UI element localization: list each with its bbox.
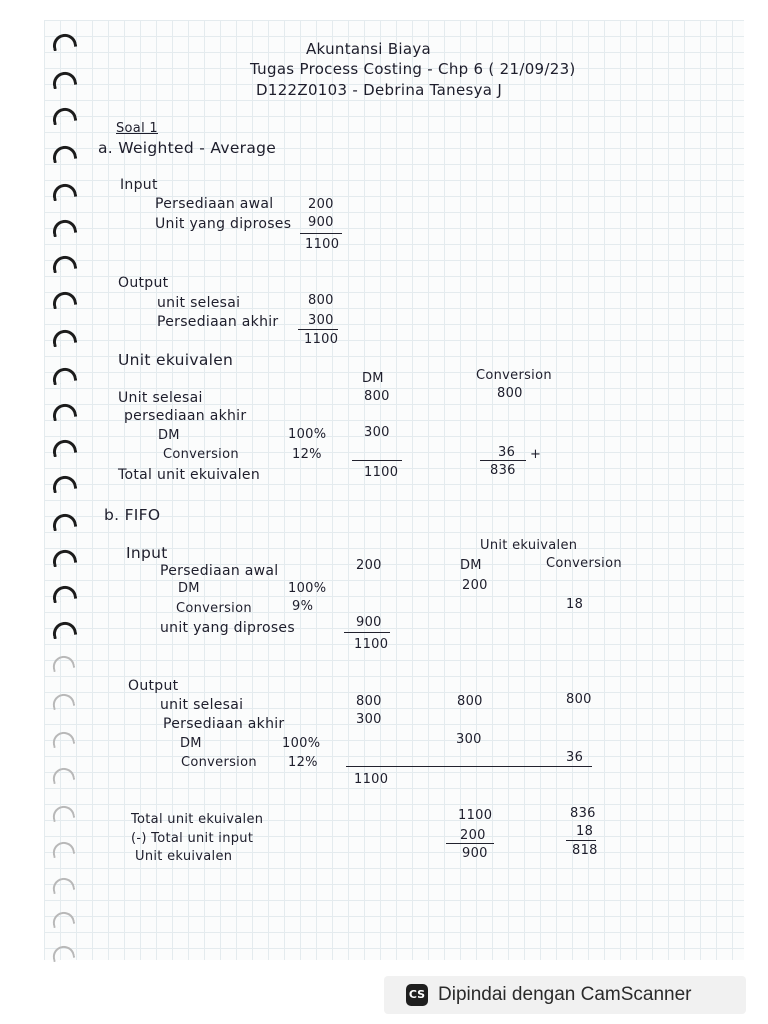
a-ending-conv-pct: 12% — [292, 447, 322, 462]
a-completed-conv: 800 — [497, 386, 523, 401]
a-total-conv: 836 — [490, 463, 516, 478]
b-input-conv-pct: 9% — [292, 599, 314, 614]
b-input-conv-label: Conversion — [176, 601, 252, 616]
b-ending-label: Persediaan akhir — [163, 716, 285, 732]
b-processed-label: unit yang diproses — [160, 620, 295, 636]
a-input-beginning-value: 200 — [308, 197, 334, 212]
a-input-beginning-label: Persediaan awal — [155, 196, 274, 212]
camscanner-logo-icon: CS — [406, 984, 428, 1006]
a-completed-dm: 800 — [364, 389, 390, 404]
b-completed-conv: 800 — [566, 692, 592, 707]
b-output-conv-label: Conversion — [181, 755, 257, 770]
a-input-processed-value: 900 — [308, 215, 334, 230]
a-output-label: Output — [118, 275, 169, 291]
a-conv-total-line — [480, 460, 526, 461]
b-output-dm-value: 300 — [456, 732, 482, 747]
b-output-dm-label: DM — [180, 736, 202, 751]
a-output-total: 1100 — [304, 332, 339, 347]
b-unit-ekuivalen-label: Unit ekuivalen — [480, 538, 578, 553]
b-output-label: Output — [128, 678, 179, 694]
a-dm-total-line — [352, 460, 402, 461]
b-output-total: 1100 — [354, 772, 389, 787]
student-name: D122Z0103 - Debrina Tanesya J — [256, 81, 503, 99]
a-output-total-line — [298, 329, 338, 330]
a-input-label: Input — [120, 177, 158, 193]
a-total-dm: 1100 — [364, 465, 399, 480]
course-title: Akuntansi Biaya — [306, 40, 432, 58]
assignment-title: Tugas Process Costing - Chp 6 ( 21/09/23) — [250, 60, 576, 78]
a-ending-dm-value: 300 — [364, 425, 390, 440]
a-total-label: Total unit ekuivalen — [118, 467, 261, 483]
b-col-dm: DM — [460, 558, 482, 573]
b-less-conv: 18 — [576, 824, 594, 839]
a-col-dm: DM — [362, 371, 384, 386]
a-input-total-line — [300, 233, 342, 234]
a-output-completed-value: 800 — [308, 293, 334, 308]
b-output-dm-pct: 100% — [282, 736, 321, 751]
b-beginning-value: 200 — [356, 558, 382, 573]
a-input-processed-label: Unit yang diproses — [155, 216, 292, 232]
b-output-total-line — [346, 766, 592, 767]
soal-heading: Soal 1 — [116, 121, 158, 136]
a-plus-mark: + — [530, 447, 542, 462]
b-less-dm: 200 — [460, 828, 486, 843]
b-input-conv-value: 18 — [566, 597, 584, 612]
a-output-ending-value: 300 — [308, 313, 334, 328]
b-input-label: Input — [126, 544, 168, 562]
a-output-ending-label: Persediaan akhir — [157, 314, 279, 330]
b-processed-value: 900 — [356, 615, 382, 630]
part-b-title: b. FIFO — [104, 506, 161, 524]
b-input-total: 1100 — [354, 637, 389, 652]
b-output-conv-value: 36 — [566, 750, 584, 765]
b-result-label: Unit ekuivalen — [135, 849, 233, 864]
b-completed-value: 800 — [356, 694, 382, 709]
part-a-title: a. Weighted - Average — [98, 139, 277, 157]
b-beginning-label: Persediaan awal — [160, 563, 279, 579]
a-ending-conv-value: 36 — [498, 445, 516, 460]
b-beginning-dm: 200 — [462, 578, 488, 593]
a-input-total: 1100 — [305, 237, 340, 252]
b-total-dm: 1100 — [458, 808, 493, 823]
a-ending-conv-label: Conversion — [163, 447, 239, 462]
a-completed-label: Unit selesai — [118, 390, 203, 406]
b-input-total-line — [344, 632, 390, 633]
b-less-label: (-) Total unit input — [131, 831, 254, 846]
b-total-label: Total unit ekuivalen — [131, 812, 264, 827]
b-dm-summary-line — [446, 843, 494, 844]
b-ending-value: 300 — [356, 712, 382, 727]
b-conv-summary-line — [566, 840, 596, 841]
camscanner-text: Dipindai dengan CamScanner — [438, 984, 692, 1005]
b-input-dm-label: DM — [178, 581, 200, 596]
b-result-dm: 900 — [462, 846, 488, 861]
a-ending-label: persediaan akhir — [124, 408, 247, 424]
b-result-conv: 818 — [572, 843, 598, 858]
a-output-completed-label: unit selesai — [157, 295, 241, 311]
b-output-conv-pct: 12% — [288, 755, 318, 770]
b-input-dm-pct: 100% — [288, 581, 327, 596]
b-col-conversion: Conversion — [546, 556, 622, 571]
a-ending-dm-label: DM — [158, 428, 180, 443]
a-col-conversion: Conversion — [476, 368, 552, 383]
b-completed-dm: 800 — [457, 694, 483, 709]
b-completed-label: unit selesai — [160, 697, 244, 713]
a-equivalent-title: Unit ekuivalen — [118, 351, 234, 369]
a-ending-dm-pct: 100% — [288, 427, 327, 442]
b-total-conv: 836 — [570, 806, 596, 821]
